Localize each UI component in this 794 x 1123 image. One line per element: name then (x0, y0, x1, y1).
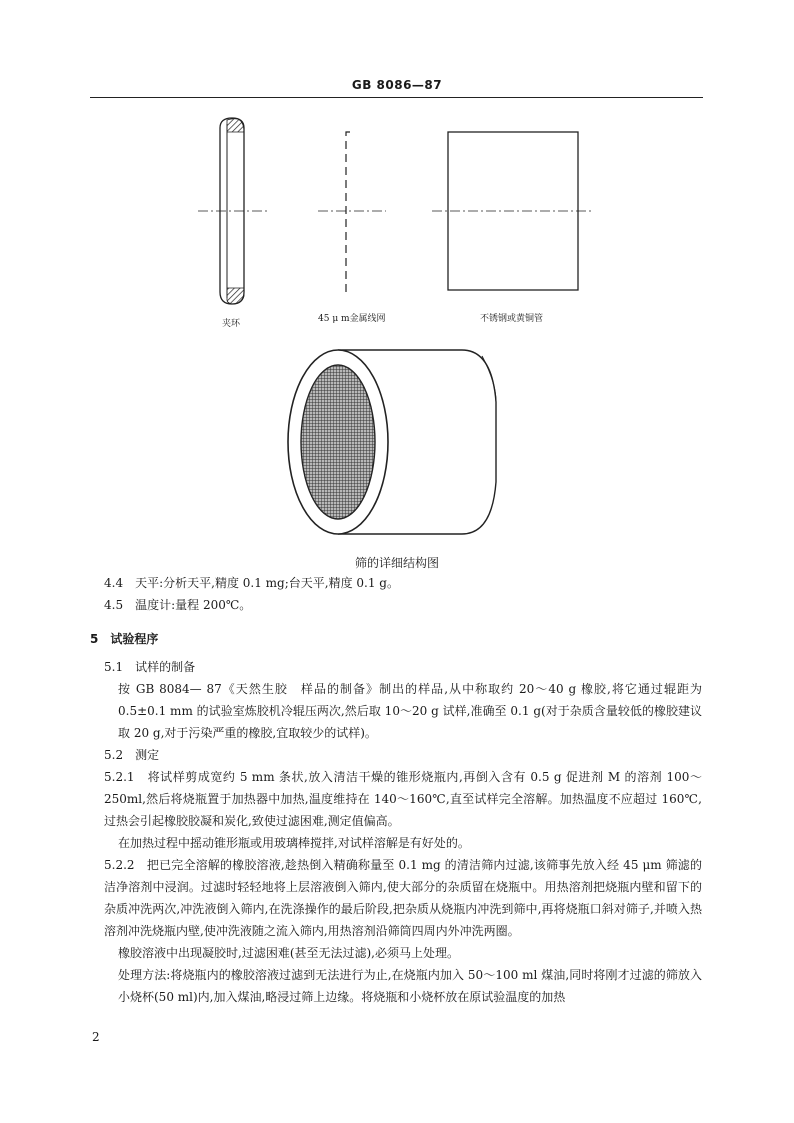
para-4-5: 4.5 温度计:量程 200℃。 (104, 598, 252, 612)
ring-label: 夹环 (222, 319, 241, 329)
sieve-parts-figure (180, 110, 610, 330)
para-5-1-heading: 5.1 试样的制备 (104, 660, 196, 674)
page-header: GB 8086—87 (351, 78, 443, 92)
tube-drawing (432, 132, 592, 290)
para-4-4: 4.4 天平:分析天平,精度 0.1 mg;台天平,精度 0.1 g。 (104, 576, 399, 590)
assembled-sieve-figure (282, 342, 502, 542)
clamp-ring-drawing (198, 118, 268, 304)
header-rule (90, 97, 703, 98)
para-stirring: 在加热过程中摇动锥形瓶或用玻璃棒搅拌,对试样溶解是有好处的。 (118, 836, 470, 850)
para-5-2-heading: 5.2 测定 (104, 748, 160, 762)
body-text (90, 572, 702, 1008)
wire-mesh-drawing (318, 132, 386, 292)
para-5-2-1: 5.2.1 将试样剪成宽约 5 mm 条状,放入清洁干燥的锥形烧瓶内,再倒入含有 0.5 g 促进剂 M 的溶剂 100～250ml,然后将烧瓶置于加热器中加热,温度维持在 140～160℃,直至试样完全溶解。加热温度不应超过 160℃,过热会引起橡胶胶凝和炭化,致使过滤困难,测定值偏高。 (104, 770, 702, 828)
para-treatment: 处理方法:将烧瓶内的橡胶溶液过滤到无法进行为止,在烧瓶内加入 50～100 ml 煤油,同时将刚才过滤的筛放入小烧杯(50 ml)内,加入煤油,略浸过筛上边缘。将烧瓶和小烧杯放在原试验温度的加热 (118, 968, 702, 1004)
page-number: 2 (92, 1030, 100, 1044)
para-gel: 橡胶溶液中出现凝胶时,过滤困难(甚至无法过滤),必须马上处理。 (118, 946, 459, 960)
tube-label: 不锈钢或黄铜管 (480, 314, 544, 324)
section-5-heading: 5 试验程序 (90, 632, 159, 646)
figure-caption: 筛的详细结构图 (354, 556, 439, 570)
para-5-2-2: 5.2.2 把已完全溶解的橡胶溶液,趁热倒入精确称量至 0.1 mg 的清洁筛内过滤,该筛事先放入经 45 μm 筛滤的洁净溶剂中浸润。过滤时轻轻地将上层溶液倒入筛内,使大部分的杂质留在烧瓶中。用热溶剂把烧瓶内壁和留下的杂质冲洗两次,冲洗液倒入筛内,在洗涤操作的最后阶段,把杂质从烧瓶内冲洗到筛中,再将烧瓶口斜对筛子,并喷入热溶剂冲洗烧瓶内壁,使冲洗液随之流入筛内,用热溶剂沿筛筒四周内外冲洗两圈。 (104, 858, 702, 938)
para-5-1-body: 按 GB 8084— 87《天然生胶 样品的制备》制出的样品,从中称取约 20～40 g 橡胶,将它通过辊距为 0.5±0.1 mm 的试验室炼胶机冷辊压两次,然后取 10～20 g 试样,准确至 0.1 g(对于杂质含量较低的橡胶建议取 20 g,对于污染严重的橡胶,宜取较少的试样)。 (118, 682, 702, 740)
mesh-label: 45 μ m金属线网 (318, 314, 386, 324)
